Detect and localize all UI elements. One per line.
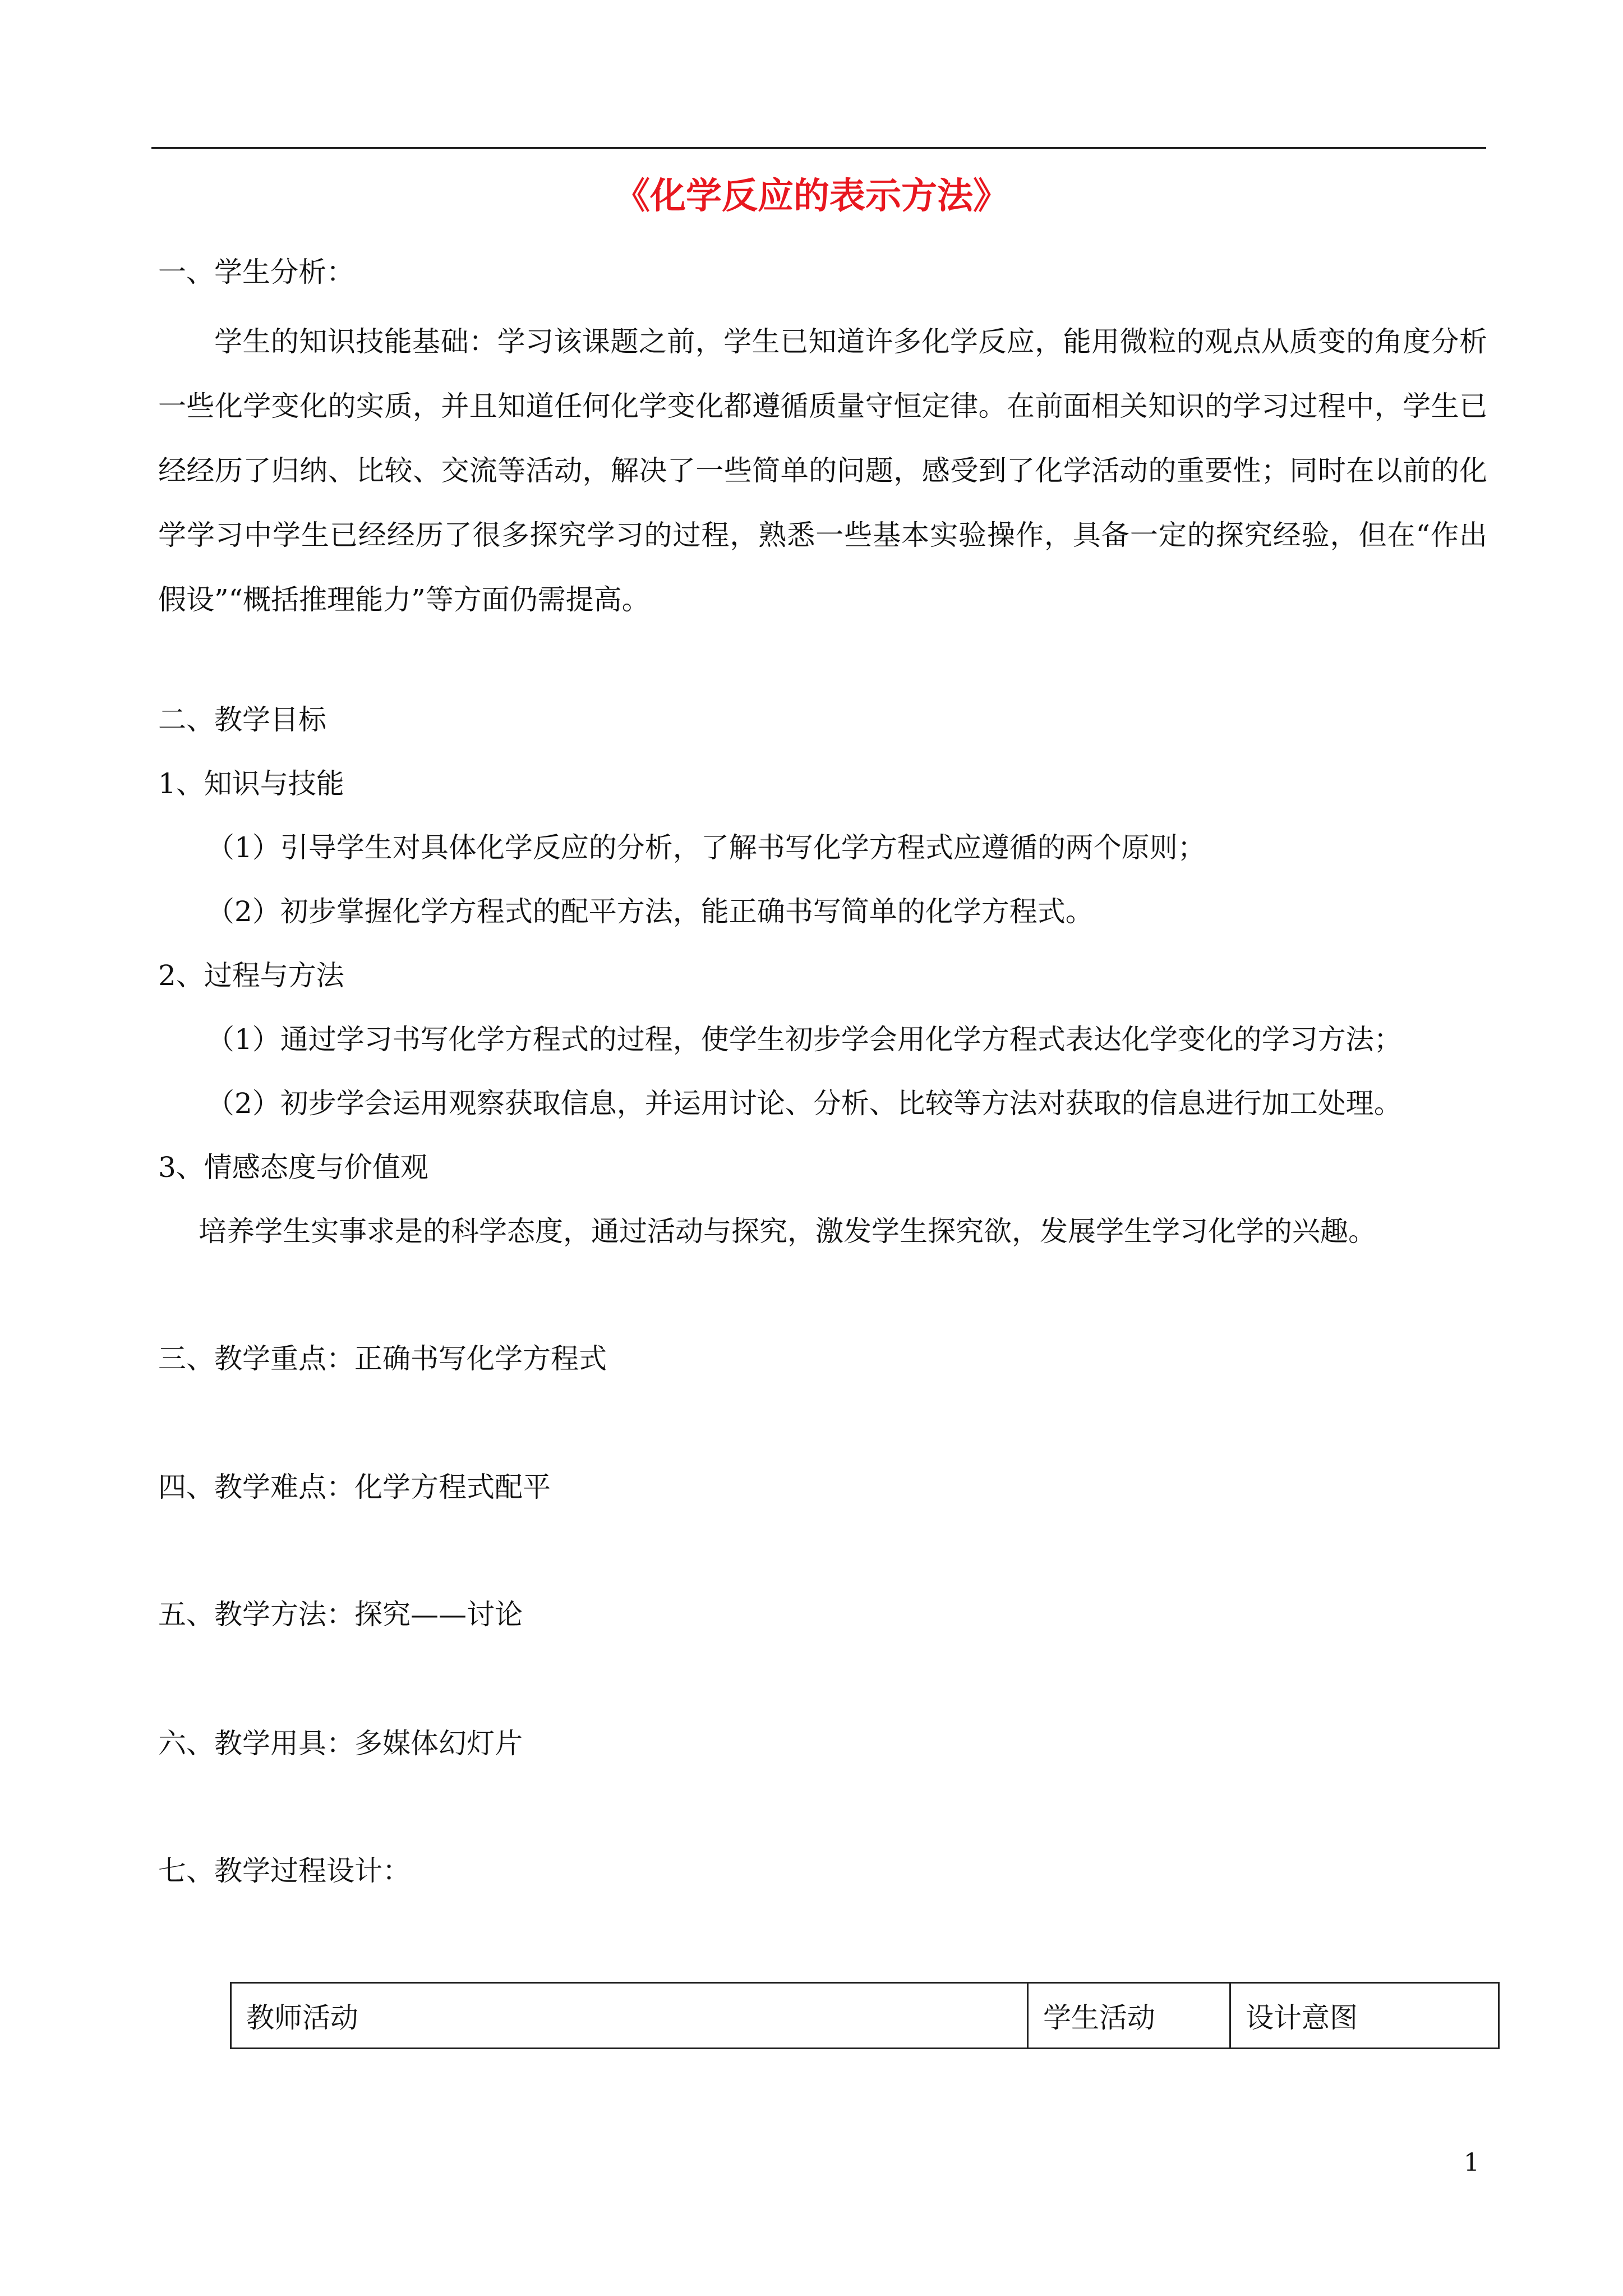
process-table xyxy=(230,1982,1500,2049)
table-header-row xyxy=(231,1983,1499,2049)
student-analysis-paragraph: 学生的知识技能基础：学习该课题之前，学生已知道许多化学反应，能用微粒的观点从质变的角度分析一些化学变化的实质，并且知道任何化学变化都遵循质量守恒定律。在前面相关知识的学习过程中，学生已经经历了归纳、比较、交流等活动，解决了一些简单的问题，感受到了化学活动的重要性；同时在以前的化学学习中学生已经经历了很多探究学习的过程，熟悉一些基本实验操作，具备一定的探究经验，但在“作出假设”“概括推理能力”等方面仍需提高。 xyxy=(158,325,1487,616)
section-method: 五、教学方法：探究——讨论 xyxy=(158,1598,523,1631)
section-difficulty: 四、教学难点：化学方程式配平 xyxy=(158,1471,551,1503)
header-teacher-activity: 教师活动 xyxy=(231,1983,1028,2049)
subheading-process-methods: 2、过程与方法 xyxy=(158,959,344,992)
section-heading-teaching-goals: 二、教学目标 xyxy=(158,703,326,736)
goal-item: （2）初步学会运用观察获取信息，并运用讨论、分析、比较等方法对获取的信息进行加工处理。 xyxy=(206,1087,1402,1120)
header-design-intent: 设计意图 xyxy=(1230,1983,1499,2049)
header-rule xyxy=(151,147,1486,149)
section-key-point: 三、教学重点：正确书写化学方程式 xyxy=(158,1342,607,1375)
header-student-activity: 学生活动 xyxy=(1028,1983,1230,2049)
section-tools: 六、教学用具：多媒体幻灯片 xyxy=(158,1727,523,1760)
goal-item: （2）初步掌握化学方程式的配平方法，能正确书写简单的化学方程式。 xyxy=(206,895,1094,928)
attitude-text: 培养学生实事求是的科学态度，通过活动与探究，激发学生探究欲，发展学生学习化学的兴趣。 xyxy=(199,1215,1376,1248)
subheading-knowledge-skills: 1、知识与技能 xyxy=(158,767,344,800)
goal-item: （1）通过学习书写化学方程式的过程，使学生初步学会用化学方程式表达化学变化的学习方法； xyxy=(206,1023,1402,1056)
section-heading-student-analysis: 一、学生分析： xyxy=(158,256,354,288)
goal-item: （1）引导学生对具体化学反应的分析，了解书写化学方程式应遵循的两个原则； xyxy=(206,831,1206,864)
page-number: 1 xyxy=(1464,2148,1479,2177)
subheading-attitude-values: 3、情感态度与价值观 xyxy=(158,1151,428,1184)
section-process-design: 七、教学过程设计： xyxy=(158,1855,411,1887)
document-title: 《化学反应的表示方法》 xyxy=(614,175,1009,217)
